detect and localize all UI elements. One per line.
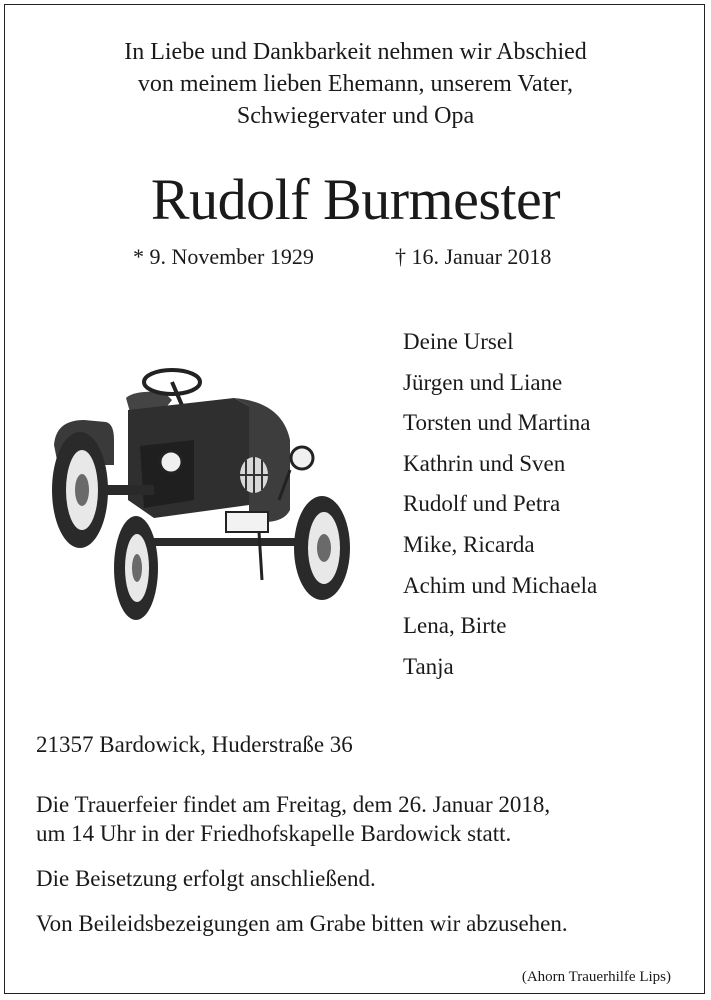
rear-wheel: [52, 432, 108, 548]
tractor-illustration: [44, 350, 364, 630]
intro-line-1: In Liebe und Dankbarkeit nehmen wir Abschied: [124, 39, 587, 65]
mourners-list: [403, 322, 597, 687]
list-item: Kathrin und Sven: [403, 450, 566, 476]
list-item: Torsten und Martina: [403, 410, 591, 436]
birth-date: * 9. November 1929: [133, 244, 314, 269]
list-item: Jürgen und Liane: [403, 369, 563, 395]
list-item: Tanja: [403, 653, 454, 679]
intro-text: [0, 36, 711, 132]
address: 21357 Bardowick, Huderstraße 36: [36, 732, 353, 757]
burial-info: Die Beisetzung erfolgt anschließend.: [36, 866, 376, 891]
list-item: Mike, Ricarda: [403, 531, 535, 557]
funeral-home-credit: (Ahorn Trauerhilfe Lips): [521, 969, 671, 985]
ceremony-line-2: um 14 Uhr in der Friedhofskapelle Bardowick statt.: [36, 821, 512, 846]
list-item: Lena, Birte: [403, 613, 507, 639]
ceremony-info: [36, 790, 550, 848]
list-item: Rudolf und Petra: [403, 491, 561, 517]
list-item: Achim und Michaela: [403, 572, 598, 598]
list-item: Deine Ursel: [403, 329, 514, 354]
death-date: † 16. Januar 2018: [395, 244, 552, 269]
intro-line-3: Schwiegervater und Opa: [236, 103, 475, 129]
deceased-name: Rudolf Burmester: [150, 167, 561, 232]
ceremony-line-1: Die Trauerfeier findet am Freitag, dem 26. Januar 2018,: [36, 792, 551, 817]
condolences-note: Von Beileidsbezeigungen am Grabe bitten wir abzusehen.: [36, 911, 568, 936]
intro-line-2: von meinem lieben Ehemann, unserem Vater,: [137, 71, 574, 97]
